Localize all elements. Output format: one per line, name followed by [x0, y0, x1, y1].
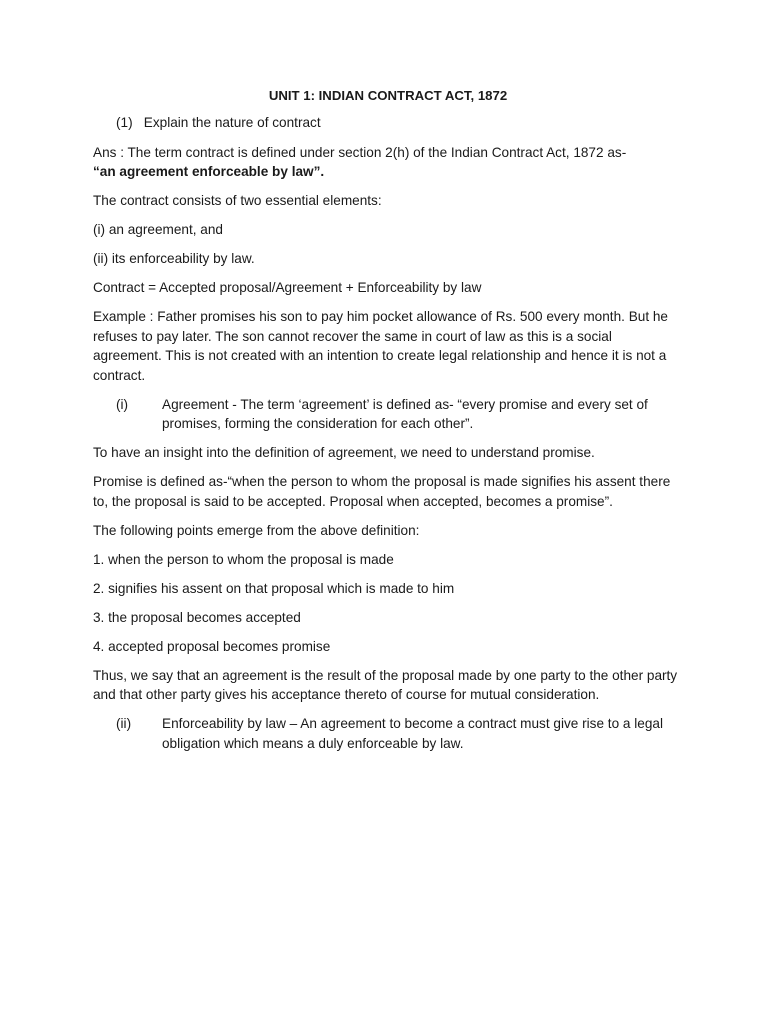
contract-formula: Contract = Accepted proposal/Agreement + Enforceability by law: [93, 280, 482, 295]
answer-definition: “an agreement enforceable by law”.: [93, 164, 325, 179]
points-intro: The following points emerge from the above definition:: [93, 522, 420, 538]
example-paragraph: Example : Father promises his son to pay him pocket allowance of Rs. 500 every month. But he refuses to pay later. The son cannot recover the same in court of law as this is a social agreement. This is not created with an intention to create legal relationship and hence it is not a contract.: [93, 309, 668, 383]
answer-paragraph: [93, 143, 683, 182]
list-item: 1. when the person to whom the proposal is made: [93, 551, 394, 567]
answer-intro: Ans : The term contract is defined under section 2(h) of the Indian Contract Act, 1872 as-: [93, 144, 627, 160]
question-number: (1): [116, 115, 133, 130]
elements-intro: The contract consists of two essential elements:: [93, 193, 382, 208]
item-ii-text: Enforceability by law – An agreement to become a contract must give rise to a legal obligation which means a duly enforceable by law.: [162, 716, 663, 751]
element-1: (i) an agreement, and: [93, 222, 223, 237]
item-i-number: (i): [116, 396, 129, 412]
promise-definition: Promise is defined as-“when the person to whom the proposal is made signifies his assent there to, the proposal is said to be accepted. Proposal when accepted, becomes a promise”.: [93, 474, 671, 509]
question-text: Explain the nature of contract: [143, 115, 321, 130]
item-enforceability: [116, 714, 683, 753]
list-item: 4. accepted proposal becomes promise: [93, 638, 331, 654]
conclusion-paragraph: Thus, we say that an agreement is the result of the proposal made by one party to the other party and that other party gives his acceptance thereto of course for mutual consideration.: [93, 667, 678, 702]
document-title: UNIT 1: INDIAN CONTRACT ACT, 1872: [268, 88, 508, 103]
list-item: 3. the proposal becomes accepted: [93, 609, 301, 625]
list-item: 2. signifies his assent on that proposal which is made to him: [93, 580, 455, 596]
question-1: [116, 113, 683, 133]
item-i-text: Agreement - The term ‘agreement’ is defined as- “every promise and every set of promises, forming the consideration for each other”.: [162, 396, 648, 431]
item-ii-number: (ii): [116, 716, 132, 731]
item-agreement: [116, 395, 683, 434]
element-2: (ii) its enforceability by law.: [93, 251, 255, 266]
insight-paragraph: To have an insight into the definition of agreement, we need to understand promise.: [93, 445, 595, 460]
document-body: [93, 86, 683, 763]
